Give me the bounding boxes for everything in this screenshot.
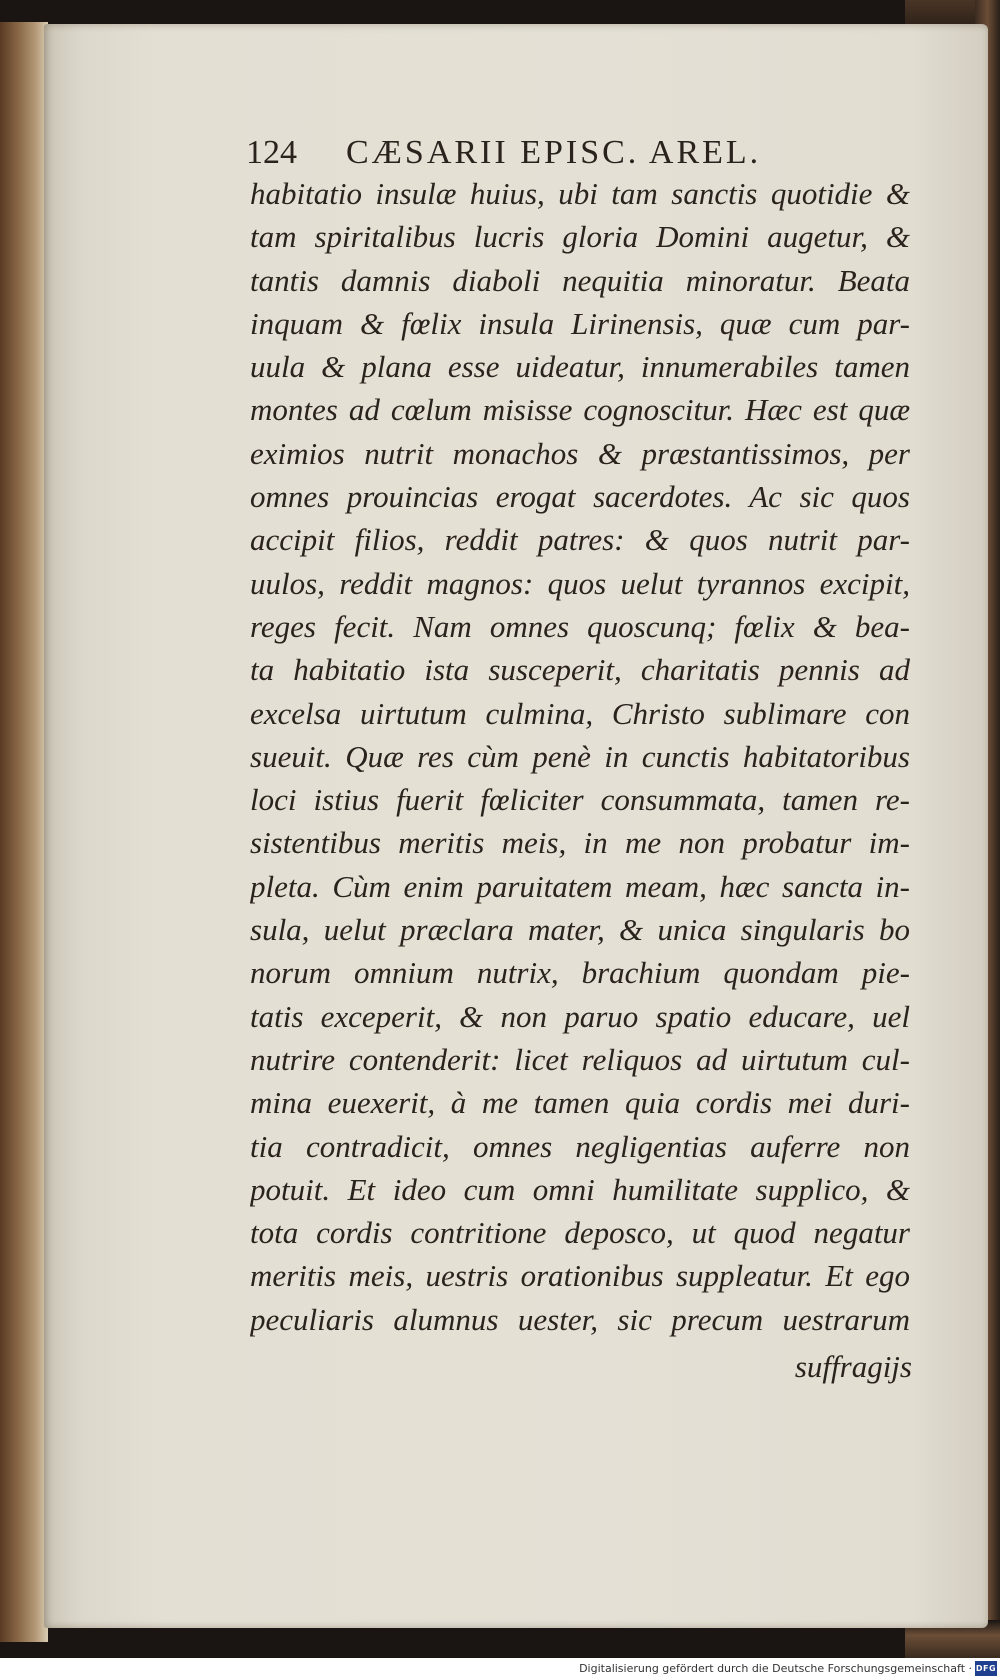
text-line: accipit filios, reddit patres: & quos nutrit par- [250, 522, 910, 558]
text-line: tota cordis contritione deposco, ut quod negatur [250, 1215, 910, 1251]
text-line: ta habitatio ista susceperit, charitatis pennis ad [250, 652, 910, 688]
text-line: reges fecit. Nam omnes quoscunq; fœlix & bea- [250, 608, 910, 644]
text-line: mina euexerit, à me tamen quia cordis mei duri- [250, 1085, 910, 1121]
text-line: eximios nutrit monachos & præstantissimos, per [250, 435, 910, 471]
text-line: sistentibus meritis meis, in me non probatur im- [250, 825, 910, 861]
text-line: nutrire contenderit: licet reliquos ad uirtutum cul- [250, 1041, 910, 1077]
text-line: meritis meis, uestris orationibus suppleatur. Et ego [250, 1258, 910, 1294]
text-line: tatis exceperit, & non paruo spatio educare, uel [250, 998, 910, 1034]
book-spine [0, 22, 48, 1642]
text-line: uulos, reddit magnos: quos uelut tyrannos excipit, [250, 565, 910, 601]
text-line: sueuit. Quæ res cùm penè in cunctis habitatoribus [250, 738, 910, 774]
footer-bar [0, 1658, 1000, 1680]
funding-credit: Digitalisierung gefördert durch die Deutsche Forschungsgemeinschaft · [579, 1662, 972, 1675]
body-text [250, 172, 910, 1341]
text-line: loci istius fuerit fœliciter consummata, tamen re- [250, 782, 910, 818]
text-line: uula & plana esse uideatur, innumerabiles tamen [250, 349, 910, 385]
text-line: habitatio insulæ huius, ubi tam sanctis quotidie & [250, 176, 910, 211]
text-line: peculiaris alumnus uester, sic precum uestrarum [250, 1301, 910, 1337]
text-line: pleta. Cùm enim paruitatem meam, hæc sancta in- [250, 868, 910, 904]
text-line: excelsa uirtutum culmina, Christo sublimare con [250, 695, 910, 731]
text-line: inquam & fœlix insula Lirinensis, quæ cum par- [250, 305, 910, 341]
text-line: omnes prouincias erogat sacerdotes. Ac sic quos [250, 479, 910, 515]
text-line: norum omnium nutrix, brachium quondam pie- [250, 955, 910, 991]
dfg-logo: DFG [975, 1661, 997, 1676]
text-line: potuit. Et ideo cum omni humilitate supplico, & [250, 1171, 910, 1207]
page-header [246, 128, 896, 178]
catchword: suffragijs [794, 1349, 912, 1384]
text-line: tia contradicit, omnes negligentias auferre non [250, 1128, 910, 1164]
text-line: tantis damnis diaboli nequitia minoratur. Beata [250, 262, 910, 298]
text-line: tam spiritalibus lucris gloria Domini augetur, & [250, 219, 910, 255]
text-line: montes ad cœlum misisse cognoscitur. Hæc est quæ [250, 392, 910, 428]
running-head: CÆSARII EPISC. AREL. [346, 134, 762, 171]
page-number: 124 [246, 134, 297, 171]
text-line: sula, uelut præclara mater, & unica singularis bo [250, 912, 910, 948]
